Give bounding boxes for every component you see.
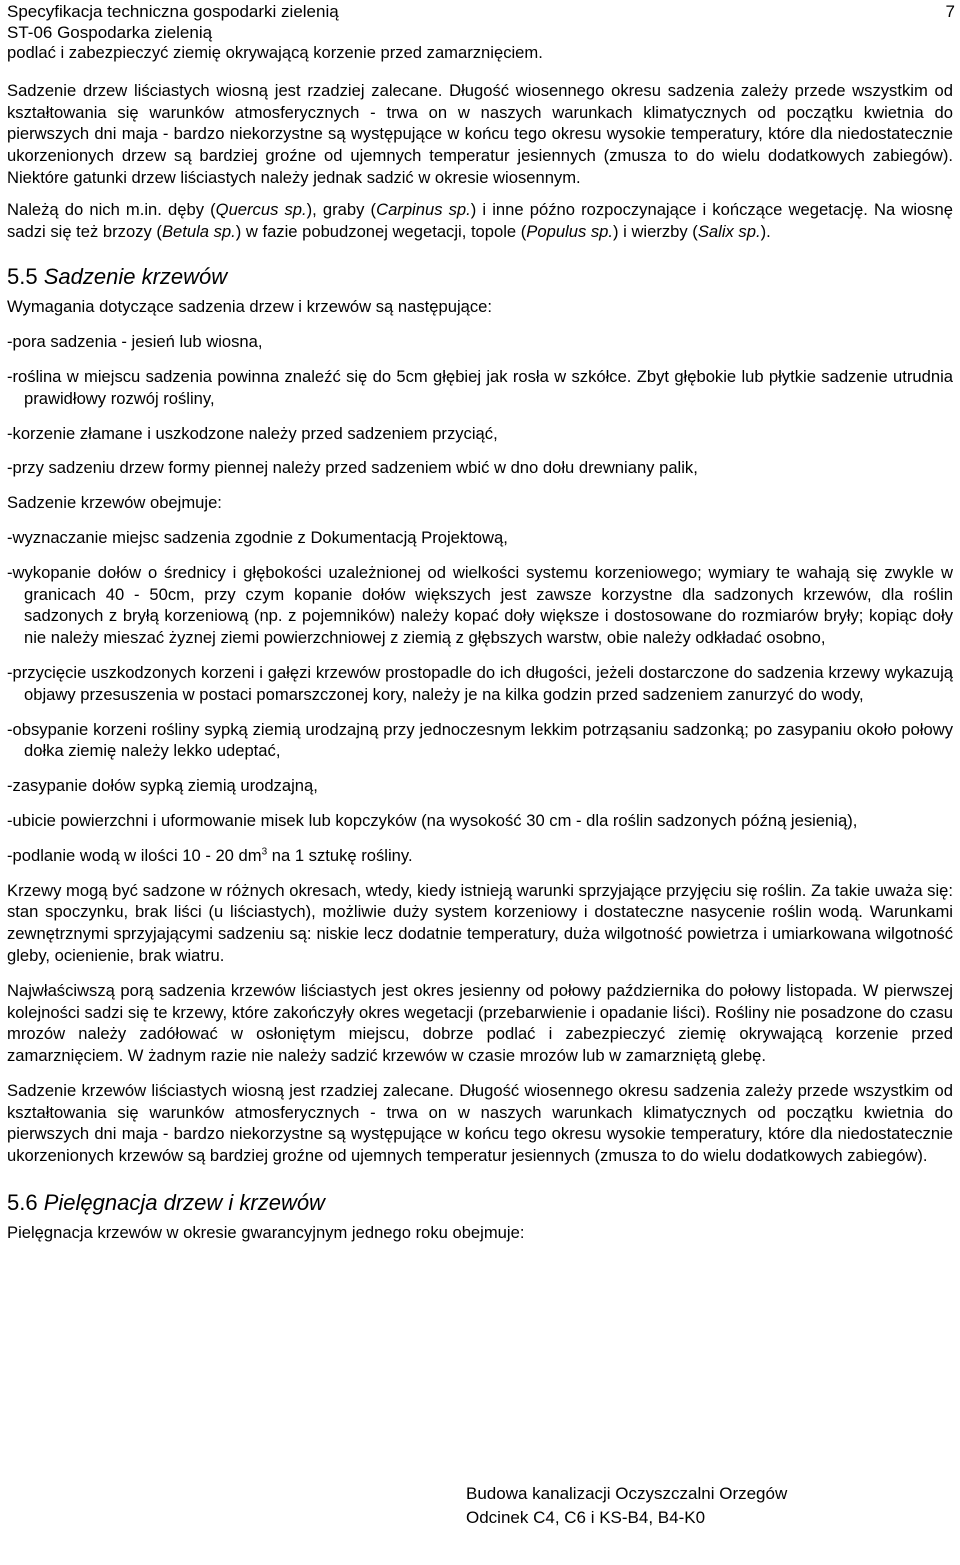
paragraph-species: Należą do nich m.in. dęby (Quercus sp.), graby (Carpinus sp.) i inne późno rozpoczynające i kończące wegetację. Na wiosnę sadzi się też brzozy (Betula sp.) w fazie pobudzonej wegetacji, topole (Populus sp.) i wierzby (Salix sp.). [7,199,953,241]
list-item: -korzenie złamane i uszkodzone należy przed sadzeniem przyciąć, [7,423,498,443]
page-number: 7 [945,2,955,21]
document-page [7,0,953,1244]
list-item-watering: -podlanie wodą w ilości 10 - 20 $dm^3$ na 1 sztukę rośliny. [7,845,413,865]
footer-project: Budowa kanalizacji Oczyszczalni Orzegów [466,1484,788,1503]
section-heading-5-5: 5.5 Sadzenie krzewów [7,264,228,290]
page-footer [466,1482,787,1530]
list-item: -wyznaczanie miejsc sadzenia zgodnie z Dokumentacją Projektową, [7,527,508,547]
list-item: -roślina w miejscu sadzenia powinna znaleźć się do 5cm głębiej jak rosła w szkółce. Zbyt głębokie lub płytkie sadzenie utrudnia prawidłowy rozwój rośliny, [7,366,953,408]
paragraph-continuation: podlać i zabezpieczyć ziemię okrywającą korzenie przed zamarznięciem. [7,43,543,62]
paragraph-spring-planting: Sadzenie krzewów liściastych wiosną jest rzadziej zalecane. Długość wiosennego okresu sadzenia zależy przede wszystkim od kształtowania się warunków atmosferycznych - trwa on w naszych warunkach klimatycznych od początku kwietnia do pierwszych dni maja - bardzo niekorzystne są występujące w końcu tego okresu wysokie temperatury, które dla niedostatecznie ukorzenionych krzewów są bardziej groźne od ujemnych temperatur jesiennych (zmusza to do wielu dodatkowych zabiegów). [7,1080,953,1166]
species-betula: Betula sp. [161,221,236,241]
list-item: -ubicie powierzchni i uformowanie misek lub kopczyków (na wysokość 30 cm - dla roślin sadzonych późną jesienią), [7,810,858,830]
paragraph-planting-times: Krzewy mogą być sadzone w różnych okresach, wtedy, kiedy istnieją warunki sprzyjające przyjęciu się roślin. Za takie uważa się: stan spoczynku, brak liści (u liściastych), możliwie duży system korzeniowy i dostateczne nasycenie roślin wodą. Warunkami zewnętrznymi sprzyjającymi sadzeniu są: niskie lecz dodatnie temperatury, duża wilgotność powietrza i umiarkowana wilgotność gleby, ocienienie, brak wiatru. [7,880,953,965]
list-item: -przycięcie uszkodzonych korzeni i gałęzi krzewów prostopadle do ich długości, jeżeli dostarczone do sadzenia krzewy wykazują objawy przesuszenia w postaci pomarszczonej kory, należy je na kilka godzin przed sadzeniem zanurzyć do wody, [7,662,953,704]
care-intro: Pielęgnacja krzewów w okresie gwarancyjnym jednego roku obejmuje: [7,1223,525,1243]
species-salix: Salix sp. [697,221,761,241]
species-carpinus: Carpinus sp. [376,199,471,219]
list-item: -przy sadzeniu drzew formy piennej należy przed sadzeniem wbić w dno dołu drewniany palik, [7,458,698,478]
header-subtitle: ST-06 Gospodarka zielenią [7,23,213,42]
list-item: -zasypanie dołów sypką ziemią urodzajną, [7,776,318,796]
shrub-planting-intro: Sadzenie krzewów obejmuje: [7,493,222,513]
requirements-intro: Wymagania dotyczące sadzenia drzew i krzewów są następujące: [7,297,492,317]
footer-section: Odcinek C4, C6 i KS-B4, B4-K0 [466,1508,706,1527]
paragraph-autumn-planting: Najwłaściwszą porą sadzenia krzewów liściastych jest okres jesienny od połowy października do połowy listopada. W pierwszej kolejności sadzi się te krzewy, które zakończyły okres wegetacji (przebarwienie i opadanie liści). Rośliny nie posadzone do czasu mrozów należy zadółować w osłoniętym miejscu, dobrze podlać i zabezpieczyć ziemię okrywającą korzenie przed zamarznięciem. W żadnym razie nie należy sadzić krzewów w czasie mrozów lub w zamarzniętą glebę. [7,980,953,1066]
species-quercus: Quercus sp. [215,199,307,219]
page-header [7,0,953,43]
paragraph-tree-spring: Sadzenie drzew liściastych wiosną jest rzadziej zalecane. Długość wiosennego okresu sadzenia zależy przede wszystkim od kształtowania się warunków atmosferycznych - trwa on w naszych warunkach klimatycznych od początku kwietnia do pierwszych dni maja - bardzo niekorzystne są występujące w końcu tego okresu wysokie temperatury, które dla niedostatecznie ukorzenionych drzew są bardziej groźne od ujemnych temperatur jesiennych (zmusza to do wielu dodatkowych zabiegów). Niektóre gatunki drzew liściastych należy jednak sadzić w okresie wiosennym. [7,80,953,187]
header-title: Specyfikacja techniczna gospodarki zielenią [7,2,339,21]
species-populus: Populus sp. [526,221,614,241]
list-item: -wykopanie dołów o średnicy i głębokości uzależnionej od wielkości systemu korzeniowego; wymiary te wahają się zwykle w granicach 40 - 50cm, przy czym kopanie dołów większych jest zawsze korzystne dla sadzonych krzewów, dla roślin sadzonych z bryłą korzeniową (np. z pojemników) należy kopać doły większe i dostosowane do rozmiarów bryły; kopiąc doły nie należy mieszać żyznej ziemi powierzchniowej z ziemią z głębszych warstw, obie należy odkładać osobno, [7,562,953,648]
list-item: -obsypanie korzeni rośliny sypką ziemią urodzajną przy jednoczesnym lekkim potrząsaniu sadzonką; po zasypaniu około połowy dołka ziemię należy lekko udeptać, [7,719,953,761]
section-heading-5-6: 5.6 Pielęgnacja drzew i krzewów [7,1190,325,1216]
list-item: -pora sadzenia - jesień lub wiosna, [7,332,263,352]
